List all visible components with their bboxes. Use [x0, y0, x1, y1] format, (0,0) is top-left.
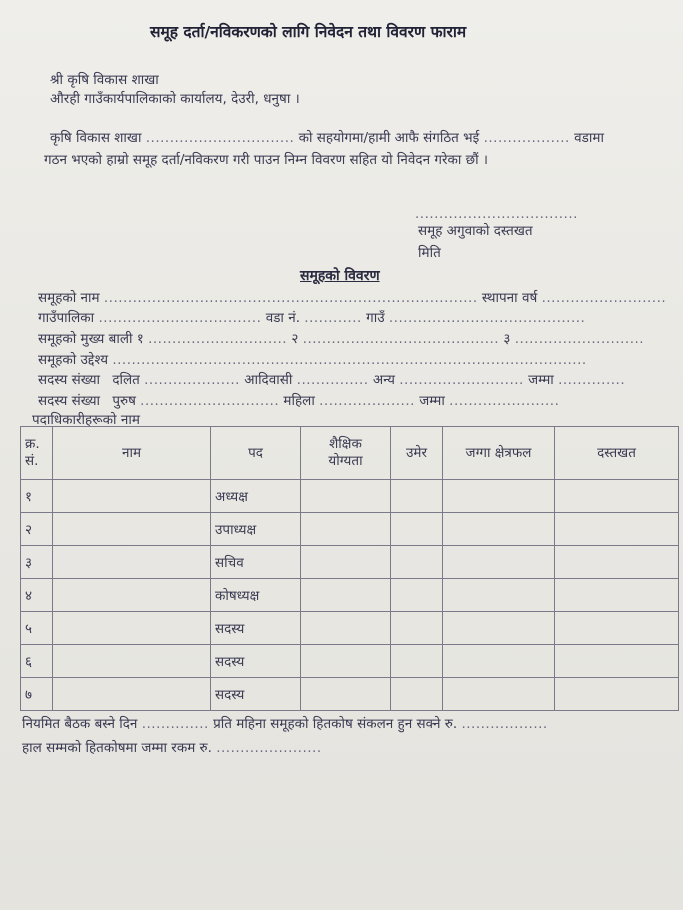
blank-field[interactable]: ..........................: [399, 372, 524, 388]
blank-field[interactable]: .............................: [148, 331, 288, 347]
blank-field[interactable]: ....................: [319, 393, 415, 409]
blank-field[interactable]: ..............: [141, 716, 209, 732]
header-name: नाम: [53, 427, 211, 480]
name-cell[interactable]: [53, 546, 211, 579]
members-row-2: [38, 393, 559, 409]
officials-table: [20, 426, 679, 711]
education-cell[interactable]: [301, 513, 391, 546]
land-area-cell[interactable]: [443, 678, 555, 711]
blank-field[interactable]: ...............: [296, 372, 369, 388]
sn-cell: १: [21, 480, 53, 513]
education-cell[interactable]: [301, 480, 391, 513]
main-crop-label: समूहको मुख्य बाली १: [38, 331, 144, 347]
members-label: सदस्य संख्या: [38, 393, 101, 409]
header-edu-top: शैक्षिक: [329, 436, 362, 452]
age-cell[interactable]: [391, 645, 443, 678]
male-label: पुरुष: [112, 393, 136, 409]
body-line-1-b: को सहयोगमा/हामी आफै संगठित भई: [298, 130, 480, 146]
education-cell[interactable]: [301, 612, 391, 645]
crop-3-label: ३: [503, 331, 511, 347]
land-area-cell[interactable]: [443, 480, 555, 513]
name-cell[interactable]: [53, 480, 211, 513]
sn-cell: ६: [21, 645, 53, 678]
signature-blank[interactable]: ..................................: [415, 206, 578, 222]
post-cell: सचिव: [211, 546, 301, 579]
signature-cell[interactable]: [555, 612, 679, 645]
blank-field[interactable]: ..................: [461, 716, 548, 732]
blank-field[interactable]: ..................: [483, 130, 570, 146]
education-cell[interactable]: [301, 678, 391, 711]
body-line-1-c: वडामा: [574, 130, 604, 146]
blank-field[interactable]: ..............: [558, 372, 626, 388]
post-cell: सदस्य: [211, 678, 301, 711]
fund-total-label: हाल सम्मको हितकोषमा जम्मा रकम रु.: [22, 740, 212, 756]
total-label: जम्मा: [419, 393, 445, 409]
signature-cell[interactable]: [555, 579, 679, 612]
form-title: समूह दर्ता/नविकरणको लागि निवेदन तथा विवरण फाराम: [150, 23, 467, 41]
signature-label: समूह अगुवाको दस्तखत: [418, 223, 533, 239]
age-cell[interactable]: [391, 546, 443, 579]
dalit-label: दलित: [112, 372, 140, 388]
details-heading: समूहको विवरण: [300, 268, 380, 284]
blank-field[interactable]: .............................: [140, 393, 280, 409]
blank-field[interactable]: .......................: [449, 393, 560, 409]
name-cell[interactable]: [53, 612, 211, 645]
female-label: महिला: [283, 393, 315, 409]
sn-cell: ३: [21, 546, 53, 579]
header-age: उमेर: [391, 427, 443, 480]
addressee-line-1: श्री कृषि विकास शाखा: [50, 72, 159, 88]
header-education: [301, 427, 391, 480]
header-signature: दस्तखत: [555, 427, 679, 480]
total-label: जम्मा: [528, 372, 554, 388]
name-cell[interactable]: [53, 678, 211, 711]
blank-field[interactable]: ..........................: [541, 290, 667, 306]
blank-field[interactable]: ....................: [144, 372, 240, 388]
age-cell[interactable]: [391, 513, 443, 546]
education-cell[interactable]: [301, 546, 391, 579]
education-cell[interactable]: [301, 579, 391, 612]
members-row-1: [38, 372, 625, 388]
blank-field[interactable]: ...................................................................................................: [112, 352, 587, 368]
signature-cell[interactable]: [555, 546, 679, 579]
header-land-area: जग्गा क्षेत्रफल: [443, 427, 555, 480]
group-name-label: समूहको नाम: [38, 290, 100, 306]
header-sn-top: क्र.: [25, 436, 40, 452]
others-label: अन्य: [372, 372, 395, 388]
table-row: [21, 480, 679, 513]
age-cell[interactable]: [391, 678, 443, 711]
footer-line-1: [22, 716, 548, 732]
signature-cell[interactable]: [555, 645, 679, 678]
adivasi-label: आदिवासी: [244, 372, 293, 388]
signature-cell[interactable]: [555, 480, 679, 513]
table-row: [21, 678, 679, 711]
blank-field[interactable]: .........................................: [302, 331, 500, 347]
sn-cell: २: [21, 513, 53, 546]
land-area-cell[interactable]: [443, 612, 555, 645]
blank-field[interactable]: ............: [304, 310, 362, 326]
body-line-1-a: कृषि विकास शाखा: [50, 130, 142, 146]
blank-field[interactable]: .........................................: [388, 310, 586, 326]
post-cell: उपाध्यक्ष: [211, 513, 301, 546]
header-edu-bottom: योग्यता: [328, 453, 363, 469]
blank-field[interactable]: ..................................: [98, 310, 262, 326]
land-area-cell[interactable]: [443, 645, 555, 678]
signature-cell[interactable]: [555, 513, 679, 546]
monthly-fund-label: प्रति महिना समूहको हितकोष संकलन हुन सक्ने रु.: [213, 716, 458, 732]
objective-label: समूहको उद्देश्य: [38, 352, 109, 368]
land-area-cell[interactable]: [443, 546, 555, 579]
established-year-label: स्थापना वर्ष: [481, 290, 538, 306]
crops-row: [38, 331, 644, 347]
body-line-2: गठन भएको हाम्रो समूह दर्ता/नविकरण गरी पाउन निम्न विवरण सहित यो निवेदन गरेका छौं ।: [44, 152, 489, 168]
body-line-1: [50, 130, 604, 146]
sn-cell: ५: [21, 612, 53, 645]
table-row: [21, 645, 679, 678]
table-row: [21, 513, 679, 546]
ward-label: वडा नं.: [265, 310, 300, 326]
name-cell[interactable]: [53, 579, 211, 612]
signature-cell[interactable]: [555, 678, 679, 711]
table-row: [21, 579, 679, 612]
addressee-line-2: औरही गाउँकार्यपालिकाको कार्यालय, देउरी, धनुषा ।: [50, 91, 300, 107]
age-cell[interactable]: [391, 480, 443, 513]
footer-line-2: [22, 740, 322, 756]
objective-row: [38, 352, 587, 368]
header-sn: [21, 427, 53, 480]
table-header-row: [21, 427, 679, 480]
blank-field[interactable]: ...............................: [145, 130, 295, 146]
age-cell[interactable]: [391, 579, 443, 612]
post-cell: सदस्य: [211, 645, 301, 678]
officials-heading: पदाधिकारीहरूको नाम: [32, 412, 140, 428]
crop-2-label: २: [291, 331, 299, 347]
header-sn-bottom: सं.: [25, 453, 39, 469]
municipality-label: गाउँपालिका: [38, 310, 95, 326]
table-row: [21, 612, 679, 645]
date-label: मिति: [418, 245, 441, 261]
sn-cell: ४: [21, 579, 53, 612]
post-cell: कोषध्यक्ष: [211, 579, 301, 612]
blank-field[interactable]: ......................: [216, 740, 322, 756]
name-cell[interactable]: [53, 513, 211, 546]
name-cell[interactable]: [53, 645, 211, 678]
age-cell[interactable]: [391, 612, 443, 645]
group-name-row: [38, 290, 666, 306]
land-area-cell[interactable]: [443, 579, 555, 612]
members-label: सदस्य संख्या: [38, 372, 101, 388]
table-row: [21, 546, 679, 579]
blank-field[interactable]: ...........................: [514, 331, 645, 347]
post-cell: सदस्य: [211, 612, 301, 645]
sn-cell: ७: [21, 678, 53, 711]
education-cell[interactable]: [301, 645, 391, 678]
location-row: [38, 310, 585, 326]
meeting-day-label: नियमित बैठक बस्ने दिन: [22, 716, 138, 732]
post-cell: अध्यक्ष: [211, 480, 301, 513]
header-post: पद: [211, 427, 301, 480]
land-area-cell[interactable]: [443, 513, 555, 546]
blank-field[interactable]: ..............................................................................: [103, 290, 478, 306]
village-label: गाउँ: [366, 310, 385, 326]
